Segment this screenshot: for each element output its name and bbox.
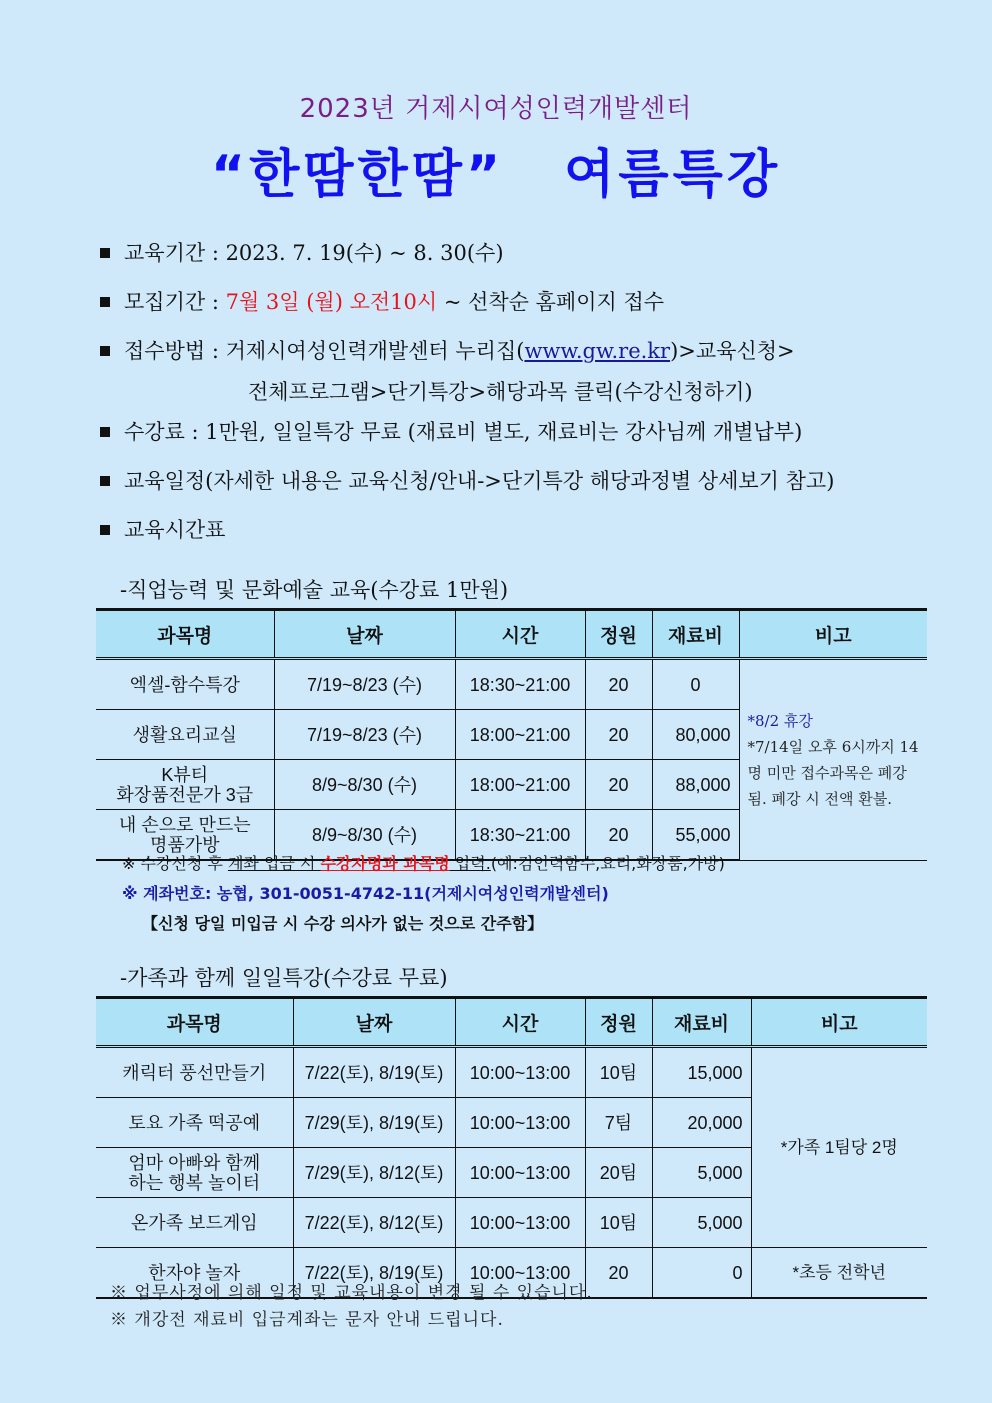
bullet-icon	[100, 427, 110, 437]
table-row: 엑셀-함수특강 7/19~8/23 (수) 18:30~21:00 20 0 *8/2 휴강 *7/14일 오후 6시까지 14명 미만 접수과목은 폐강됨. 폐강 시 전액 환불.	[96, 659, 927, 710]
table-row: 내 손으로 만드는 명품가방 8/9~8/30 (수) 18:30~21:00 20 55,000	[96, 810, 927, 861]
bullet-icon	[100, 297, 110, 307]
footer-notes: ※ 업무사정에 의해 일정 및 교육내용이 변경 될 수 있습니다. ※ 개강전 재료비 입금계좌는 문자 안내 드립니다.	[110, 1283, 593, 1330]
col-header: 재료비	[652, 610, 739, 659]
col-header: 정원	[585, 610, 652, 659]
account-number: ※ 계좌번호: 농협, 301-0051-4742-11(거제시여성인력개발센터)	[122, 884, 609, 903]
table-row: 토요 가족 떡공예 7/29(토), 8/19(토) 10:00~13:00 7팀 20,000	[96, 1098, 927, 1148]
col-header: 과목명	[96, 998, 293, 1047]
table-row: 엄마 아빠와 함께 하는 행복 놀이터 7/29(토), 8/12(토) 10:00~13:00 20팀 5,000	[96, 1148, 927, 1198]
title-right: 여름특강	[564, 145, 782, 205]
table-row: K뷰티 화장품전문가 3급 8/9~8/30 (수) 18:00~21:00 20 88,000	[96, 760, 927, 810]
col-header: 시간	[455, 998, 585, 1047]
table-row: 한자야 놀자 7/22(토), 8/19(토) 10:00~13:00 20 0 *초등 전학년	[96, 1248, 927, 1299]
info-apply-line2: 전체프로그램>단기특강>해당과목 클릭(수강신청하기)	[248, 380, 753, 404]
payment-notice: ※ 수강신청 후 계좌 입금 시 수강자명과 과목명 입력.(예:김인력함수,요리,화장품,가방) ※ 계좌번호: 농협, 301-0051-4742-11(거제시여성인력개발센터) 【신청 당일 미입금 시 수강 의사가 없는 것으로 간주함】	[122, 854, 725, 933]
col-header: 비고	[751, 998, 927, 1047]
page-title	[0, 132, 992, 207]
info-period: 교육기간 : 2023. 7. 19(수) ~ 8. 30(수)	[100, 236, 960, 285]
info-apply: 접수방법 : 거제시여성인력개발센터 누리집(www.gw.re.kr)>교육신청>	[100, 334, 960, 383]
col-header: 정원	[585, 998, 652, 1047]
bullet-icon	[100, 346, 110, 356]
title-left: “한땀한땀”	[210, 145, 505, 205]
section2-heading: -가족과 함께 일일특강(수강료 무료)	[120, 966, 448, 990]
col-header: 과목명	[96, 610, 274, 659]
remarks-cell: *가족 1팀당 2명	[751, 1047, 927, 1248]
bullet-icon	[100, 476, 110, 486]
col-header: 비고	[739, 610, 927, 659]
col-header: 날짜	[293, 998, 455, 1047]
info-timetable: 교육시간표	[100, 513, 960, 562]
info-recruit: 모집기간 : 7월 3일 (월) 오전10시 ~ 선착순 홈페이지 접수	[100, 285, 960, 334]
bullet-icon	[100, 525, 110, 535]
info-fee: 수강료 : 1만원, 일일특강 무료 (재료비 별도, 재료비는 강사님께 개별납부)	[100, 415, 960, 464]
info-schedule: 교육일정(자세한 내용은 교육신청/안내->단기특강 해당과정별 상세보기 참고)	[100, 464, 960, 513]
col-header: 재료비	[652, 998, 751, 1047]
homepage-link[interactable]: www.gw.re.kr	[524, 339, 671, 363]
col-header: 날짜	[274, 610, 455, 659]
section1-heading: -직업능력 및 문화예술 교육(수강료 1만원)	[120, 578, 509, 602]
table-row: 온가족 보드게임 7/22(토), 8/12(토) 10:00~13:00 10팀 5,000	[96, 1198, 927, 1248]
page-subtitle: 2023년 거제시여성인력개발센터	[299, 94, 693, 124]
table-career	[96, 608, 927, 861]
remarks-cell: *초등 전학년	[751, 1248, 927, 1299]
table-family	[96, 996, 927, 1299]
col-header: 시간	[455, 610, 585, 659]
info-list	[100, 236, 960, 562]
table-row: 캐릭터 풍선만들기 7/22(토), 8/19(토) 10:00~13:00 10팀 15,000 *가족 1팀당 2명	[96, 1047, 927, 1098]
bullet-icon	[100, 248, 110, 258]
remarks-cell: *8/2 휴강 *7/14일 오후 6시까지 14명 미만 접수과목은 폐강됨. 폐강 시 전액 환불.	[739, 659, 927, 861]
table-row: 생활요리교실 7/19~8/23 (수) 18:00~21:00 20 80,000	[96, 710, 927, 760]
